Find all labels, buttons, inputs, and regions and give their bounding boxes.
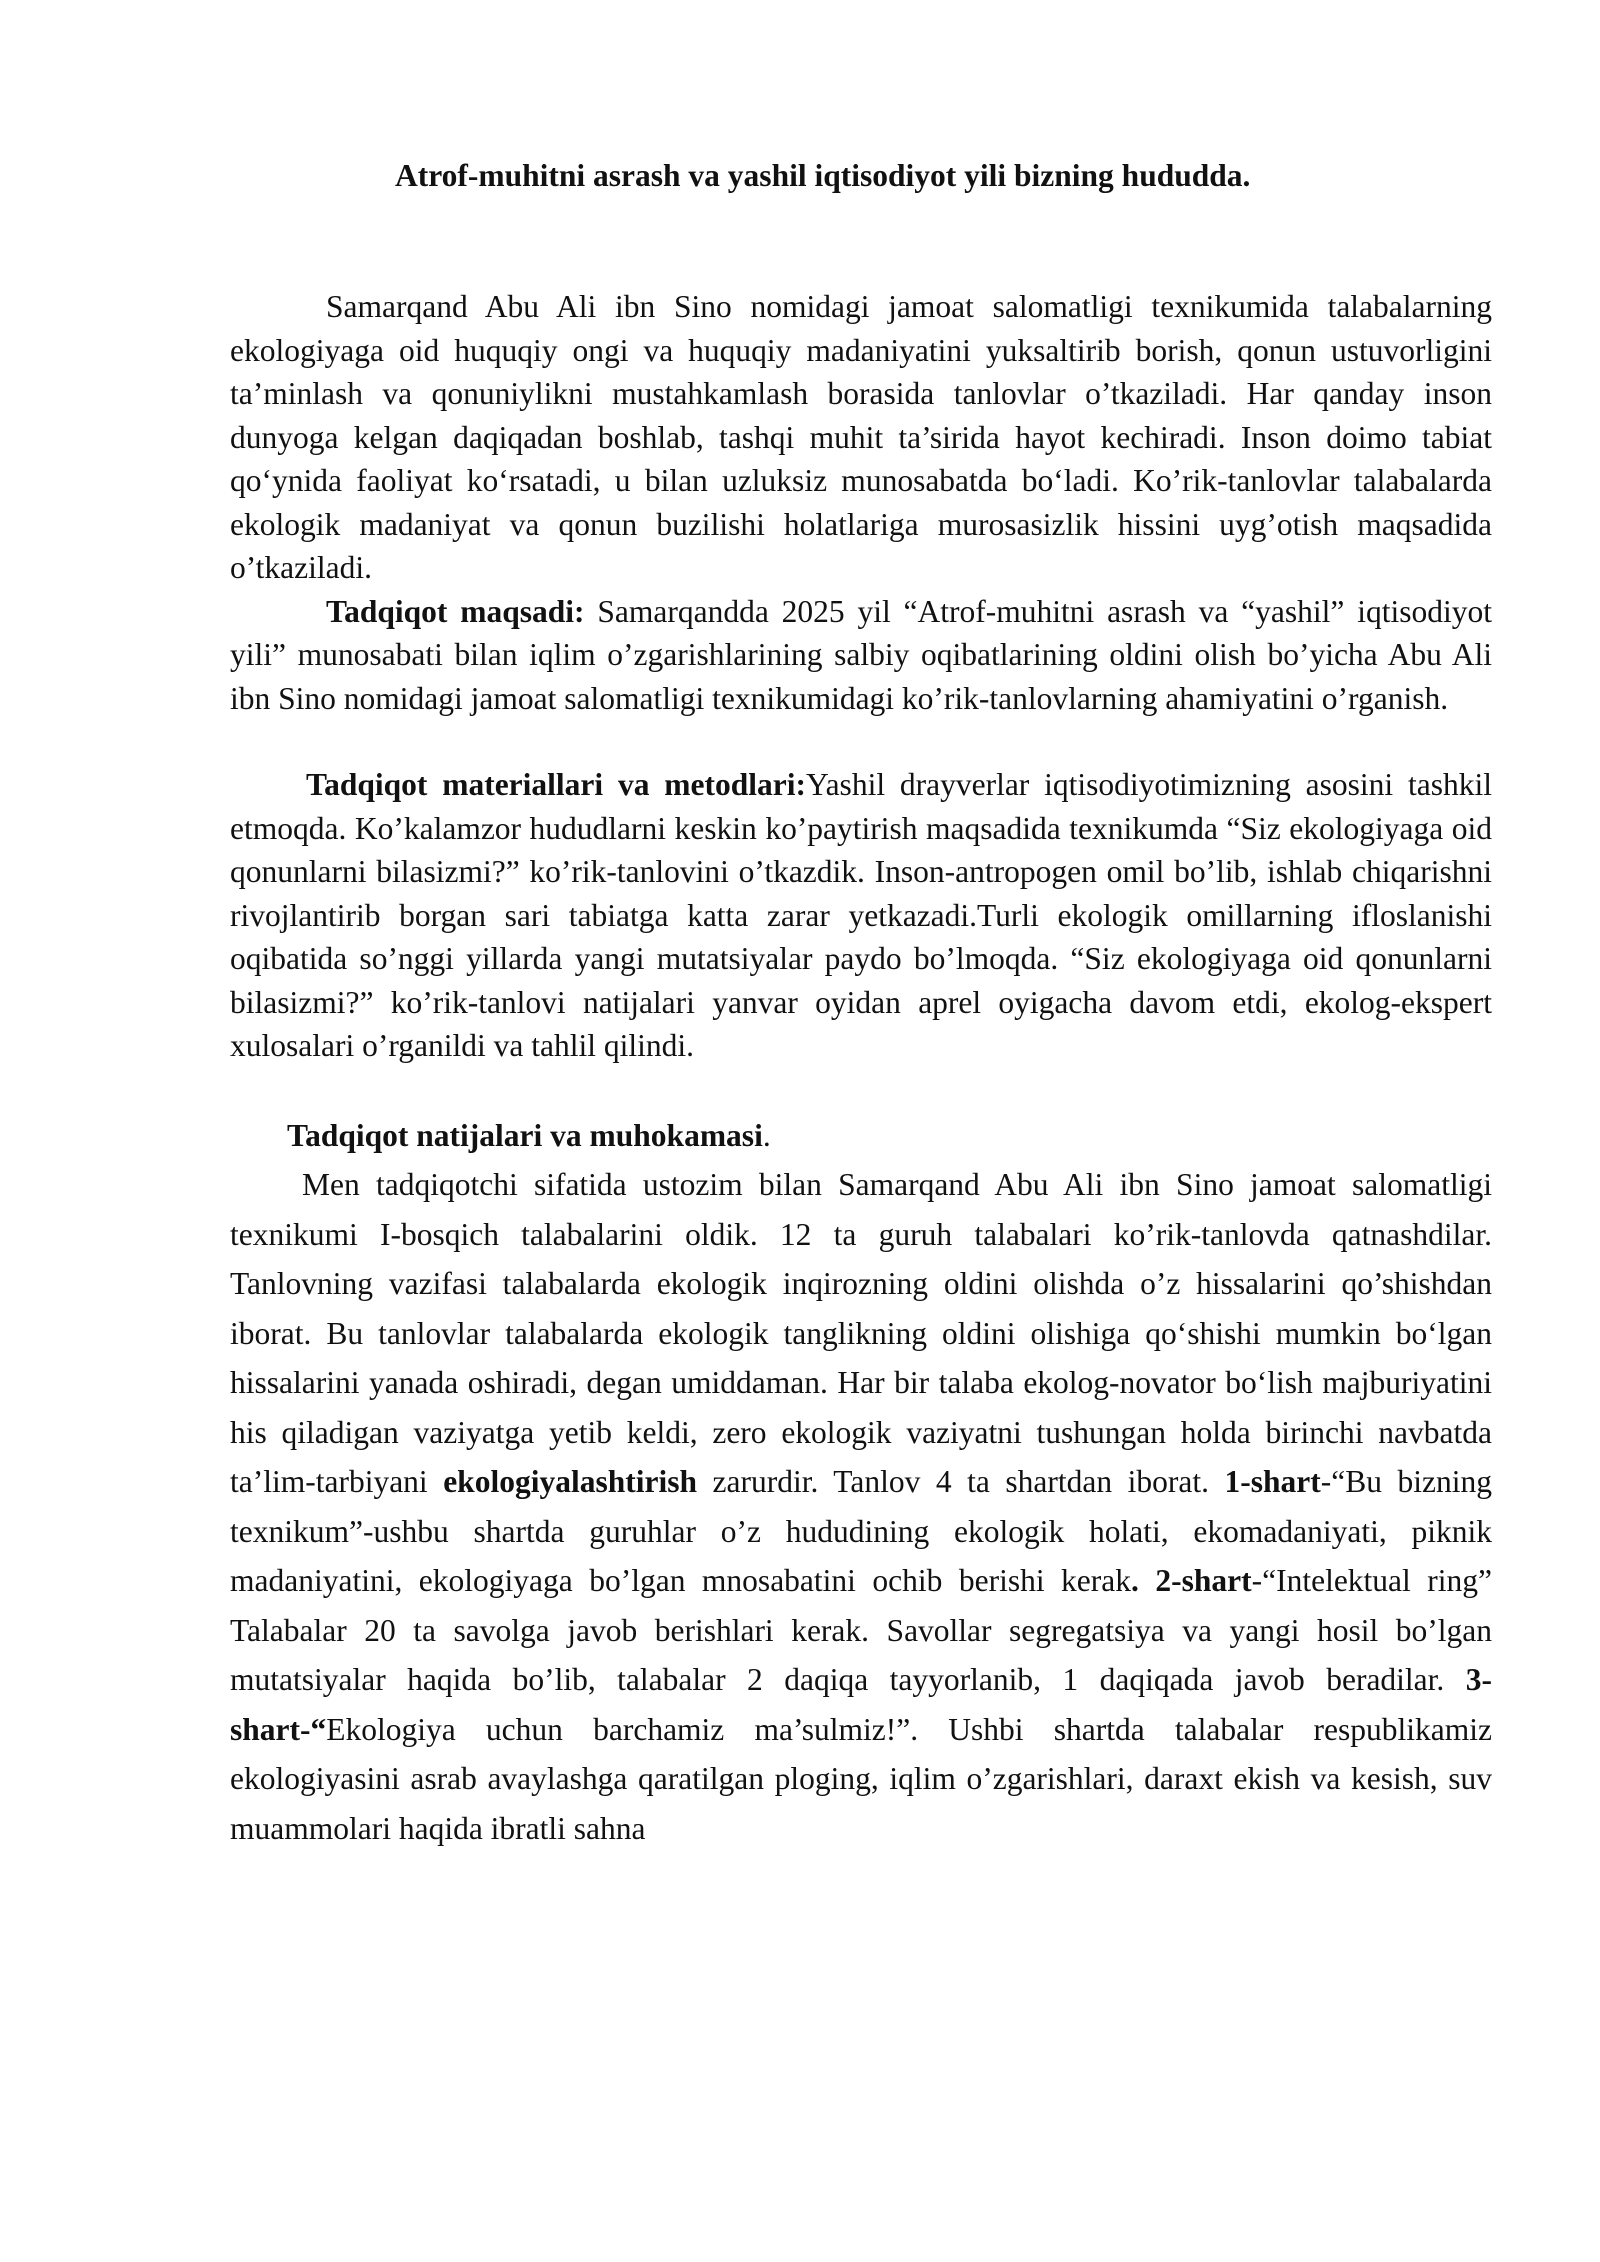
aim-paragraph (230, 590, 1492, 721)
document-title: Atrof-muhitni asrash va yashil iqtisodiyot yili bizning hududda. (395, 158, 1251, 193)
aim-label: Tadqiqot maqsadi: (326, 593, 585, 629)
results-text-part1: Men tadqiqotchi sifatida ustozim bilan Samarqand Abu Ali ibn Sino jamoat salomatligi texnikumi I-bosqich talabalarini oldik. 12 ta guruh talabalari ko’rik-tanlovda qatnashdilar. Tanlovning vazifasi talabalarda ekologik inqirozning oldini olishda o’z hissalarini qo’shishdan iborat. Bu tanlovlar talabalarda ekologik tanglikning oldini olishiga qo‘shishi mumkin bo‘lgan hissalarini yanada oshiradi, degan umiddaman. Har bir talaba ekolog-novator bo‘lish majburiyatini his qiladigan vaziyatga yetib keldi, zero ekologik vaziyatni tushungan holda birinchi navbatda ta’lim-tarbiyani (230, 1167, 1492, 1499)
results-section (230, 1111, 1492, 1854)
methods-label: Tadqiqot materiallari va metodlari: (306, 767, 806, 802)
shart3-text: Ekologiya uchun barchamiz ma’sulmiz!”. Ushbi shartda talabalar respublikamiz ekologiyasini asrab avaylashga qaratilgan ploging, iqlim o’zgarishlari, daraxt ekish va kesish, suv muammolari haqida ibratli sahna (230, 1711, 1492, 1846)
document-body (230, 285, 1492, 1853)
methods-paragraph (230, 763, 1492, 1068)
results-heading (230, 1111, 1492, 1161)
shart3-label: 3-shart-“ (230, 1662, 1492, 1747)
results-heading-text: Tadqiqot natijalari va muhokamasi (287, 1117, 763, 1153)
aim-text: Samarqandda 2025 yil “Atrof-muhitni asrash va “yashil” iqtisodiyot yili” munosabati bilan iqlim o’zgarishlarining salbiy oqibatlarining oldini olish bo’yicha Abu Ali ibn Sino nomidagi jamoat salomatligi texnikumidagi ko’rik-tanlovlarning ahamiyatini o’rganish. (230, 593, 1492, 716)
intro-section (230, 285, 1492, 720)
results-text-part2: zarurdir. Tanlov 4 ta shartdan iborat. (697, 1464, 1225, 1499)
results-bold-term: ekologiyalashtirish (443, 1464, 697, 1499)
shart1-text: -“Bu bizning texnikum”-ushbu shartda guruhlar o’z hududining ekologik holati, ekomadaniyati, piknik madaniyatini, ekologiyaga bo’lgan mnosabatini ochib berishi kerak (230, 1464, 1492, 1598)
intro-paragraph: Samarqand Abu Ali ibn Sino nomidagi jamoat salomatligi texnikumida talabalarning ekologiyaga oid huquqiy ongi va huquqiy madaniyatini yuksaltirib borish, qonun ustuvorligini ta’minlash va qonuniylikni mustahkamlash borasida tanlovlar o’tkaziladi. Har qanday inson dunyoga kelgan daqiqadan boshlab, tashqi muhit ta’sirida hayot kechiradi. Inson doimo tabiat qo‘ynida faoliyat ko‘rsatadi, u bilan uzluksiz munosabatda bo‘ladi. Ko’rik-tanlovlar talabalarda ekologik madaniyat va qonun buzilishi holatlariga murosasizlik hissini uyg’otish maqsadida o’tkaziladi. (230, 289, 1492, 585)
shart1-label: 1-shart (1224, 1464, 1321, 1499)
methods-section (230, 763, 1492, 1068)
shart2-label: 2-shart (1155, 1563, 1252, 1598)
shart1-end: . (1131, 1563, 1156, 1598)
methods-text: Yashil drayverlar iqtisodiyotimizning asosini tashkil etmoqda. Ko’kalamzor hududlarni keskin ko’paytirish maqsadida texnikumda “Siz ekologiyaga oid qonunlarni bilasizmi?” ko’rik-tanlovini o’tkazdik. Inson-antropogen omil bo’lib, ishlab chiqarishni rivojlantirib borgan sari tabiatga katta zarar yetkazadi.Turli ekologik omillarning ifloslanishi oqibatida so’nggi yillarda yangi mutatsiyalar paydo bo’lmoqda. “Siz ekologiyaga oid qonunlarni bilasizmi?” ko’rik-tanlovi natijalari yanvar oyidan aprel oyigacha davom etdi, ekolog-ekspert xulosalari o’rganildi va tahlil qilindi. (230, 767, 1492, 1063)
results-paragraph (230, 1160, 1492, 1853)
results-heading-dot: . (762, 1117, 771, 1153)
shart2-text: -“Intelektual ring” Talabalar 20 ta savolga javob berishlari kerak. Savollar segregatsiya va yangi hosil bo’lgan mutatsiyalar haqida bo’lib, talabalar 2 daqiqa tayyorlanib, 1 daqiqada javob beradilar. (230, 1563, 1492, 1697)
